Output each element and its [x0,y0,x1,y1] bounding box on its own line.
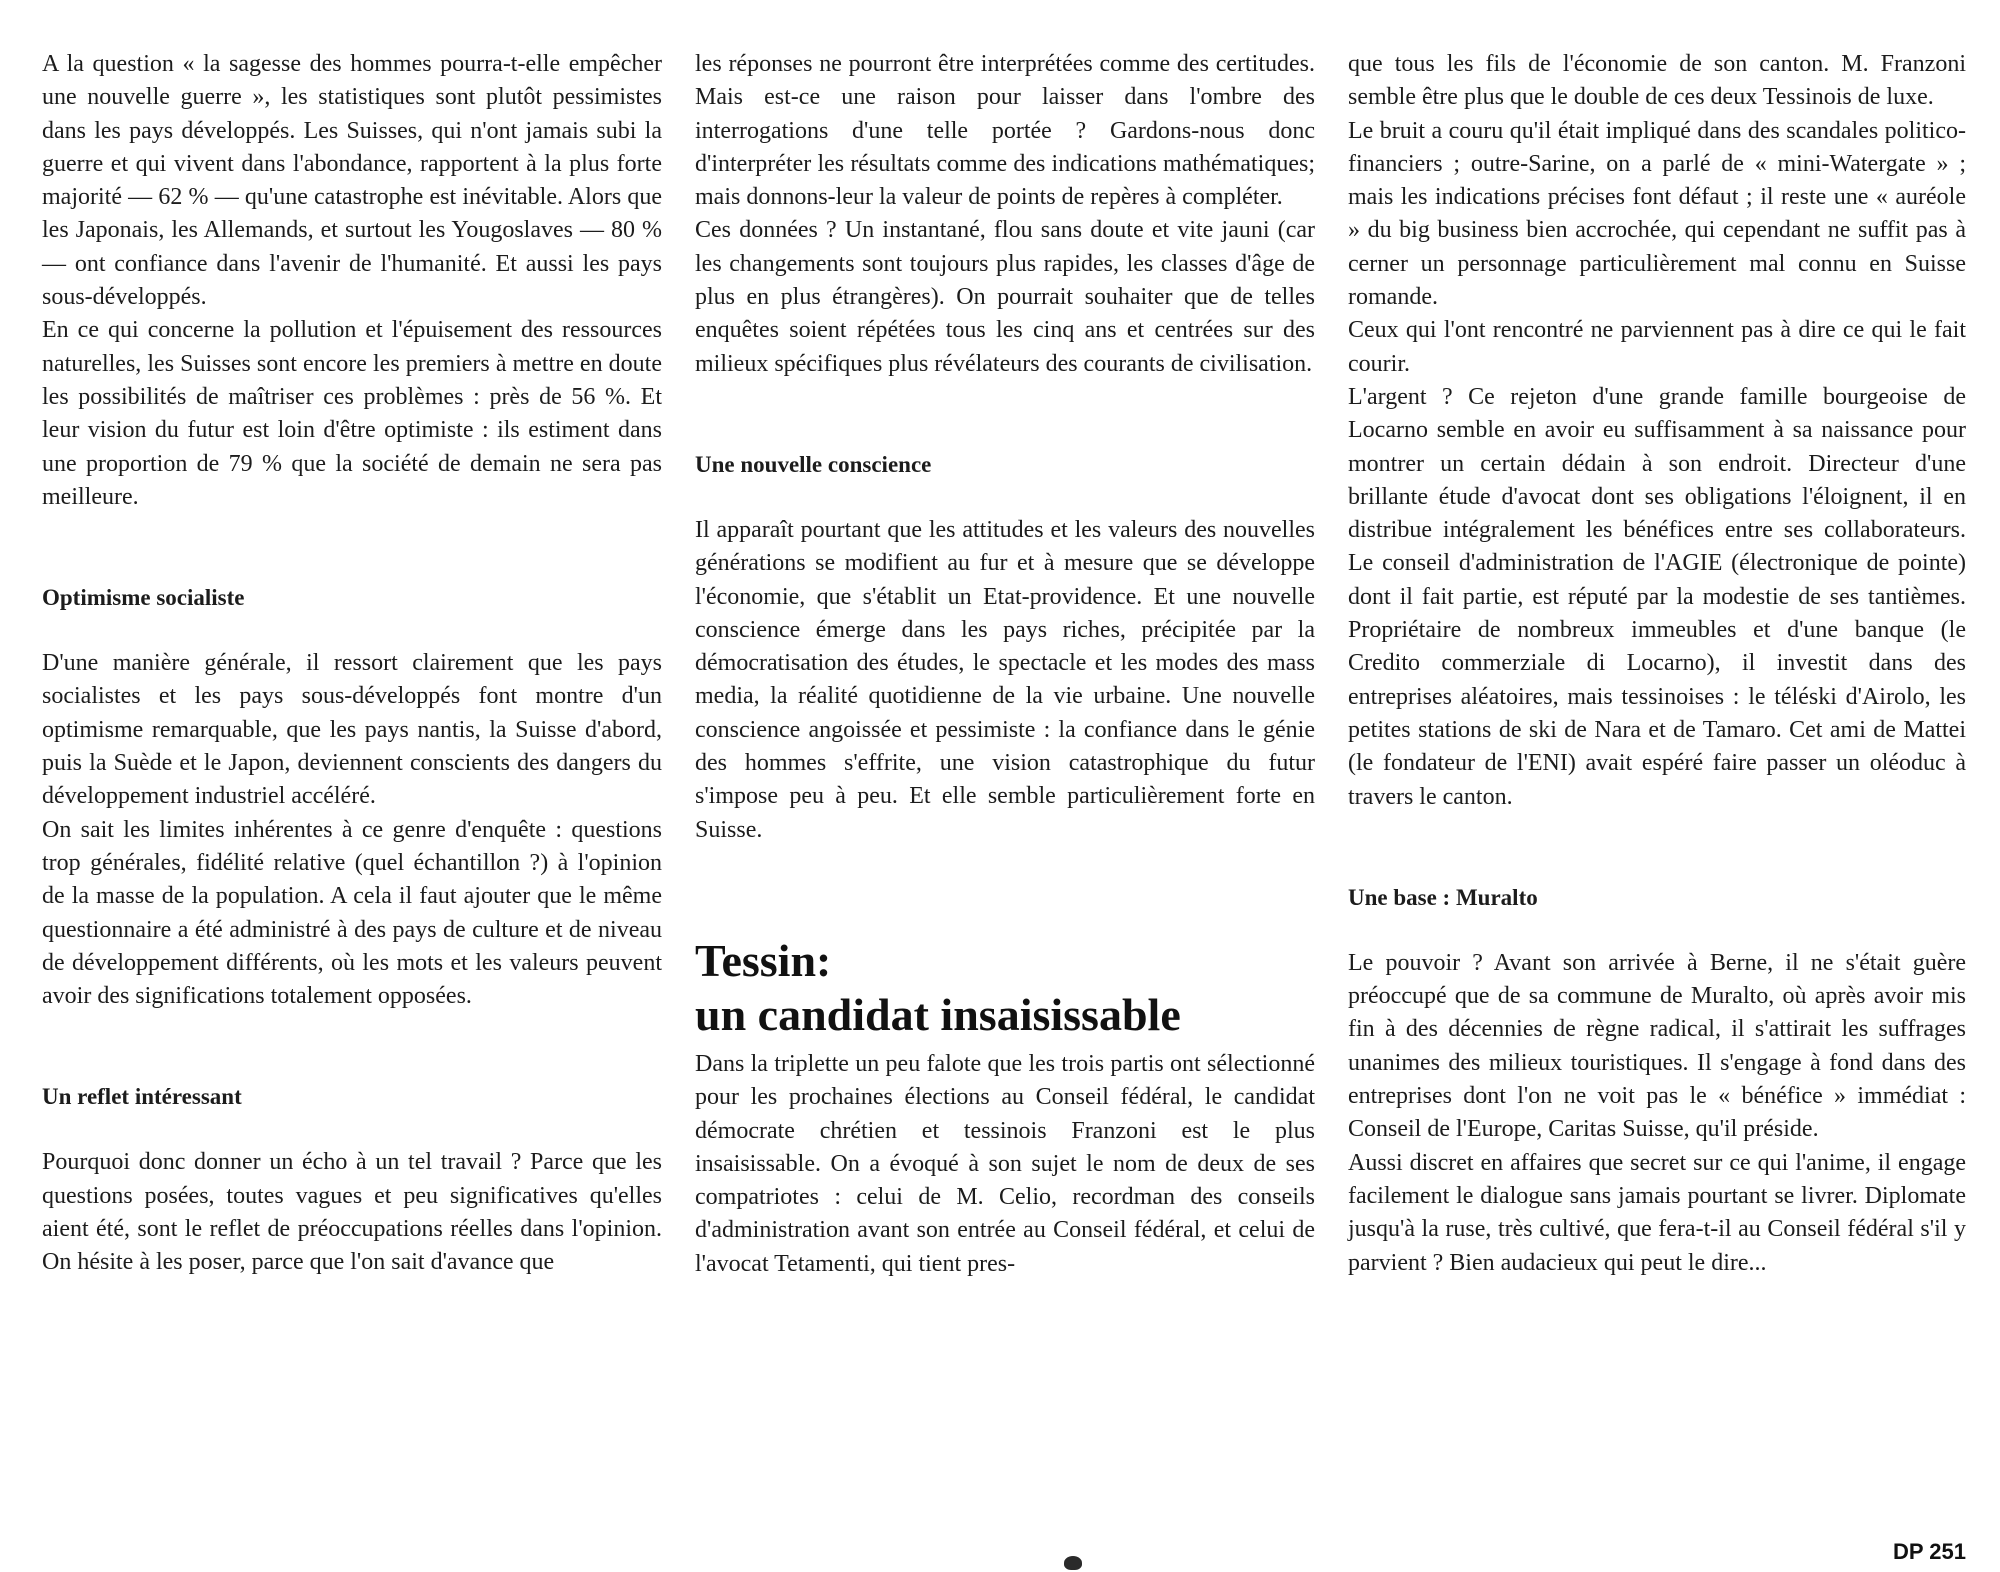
section-heading-un-reflet-interessant: Un reflet intéressant [42,1084,242,1110]
section-heading-optimisme-socialiste: Optimisme socialiste [42,585,245,611]
paragraph: L'argent ? Ce rejeton d'une grande famille bourgeoise de Locarno semble en avoir eu suffisamment à sa naissance pour montrer un certain dédain à son endroit. Directeur d'une brillante étude d'avocat dont ses obligations l'éloignent, il en distribue intégralement les bénéfices entre ses collaborateurs. Le conseil d'administration de l'AGIE (électronique de pointe) dont il fait partie, est réputé par la modestie de ses tantièmes. Propriétaire de nombreux immeubles et d'une banque (le Credito commerziale di Locarno), il investit dans des entreprises aléatoires, mais tessinoises : le téléski d'Airolo, les petites stations de ski de Nara et de Tamaro. Cet ami de Mattei (le fondateur de l'ENI) avait espéré faire passer un oléoduc à travers le canton. [1348,383,1966,810]
paragraph: Aussi discret en affaires que secret sur ce qui l'anime, il engage facilement le dialogue sans jamais pourtant se livrer. Diplomate jusqu'à la ruse, très cultivé, que fera-t-il au Conseil fédéral s'il y parvient ? Bien audacieux qui peut le dire... [1348,1149,1966,1276]
paragraph: On sait les limites inhérentes à ce genre d'enquête : questions trop générales, fidélité relative (quel échantillon ?) à l'opinion de la masse de la population. A cela il faut ajouter que le même questionnaire a été administré à des pays de culture et de niveau de développement différents, où les mots et les valeurs peuvent avoir des significations totalement opposées. [42,816,662,1010]
section-heading-une-nouvelle-conscience: Une nouvelle conscience [695,451,932,477]
article-column-3 [1348,48,1966,1280]
paragraph: A la question « la sagesse des hommes pourra-t-elle empêcher une nouvelle guerre », les statistiques sont plutôt pessimistes dans les pays développés. Les Suisses, qui n'ont jamais subi la guerre et qui vivent dans l'abondance, rapportent à la plus forte majorité — 62 % — qu'une catastrophe est inévitable. Alors que les Japonais, les Allemands, et surtout les Yougoslaves — 80 % — ont confiance dans l'avenir de l'humanité. Et aussi les pays sous-développés. [42,51,662,311]
page-footer-tag: DP 251 [1893,1539,1966,1564]
headline-line-1: Tessin: [695,934,832,986]
article-headline [695,934,1315,1042]
section-heading-une-base-muralto: Une base : Muralto [1348,884,1538,910]
paragraph: Le pouvoir ? Avant son arrivée à Berne, il ne s'était guère préoccupé que de sa commune de Muralto, où après avoir mis fin à des décennies de règne radical, il s'attirait les suffrages unanimes des milieux touristiques. Il s'engage à fond dans des entreprises dont l'on ne voit pas le « bénéfice » immédiat : Conseil de l'Europe, Caritas Suisse, qu'il préside. [1348,949,1966,1143]
paragraph: Ceux qui l'ont rencontré ne parviennent pas à dire ce qui le fait courir. [1348,317,1966,377]
paragraph: D'une manière générale, il ressort clairement que les pays socialistes et les pays sous-développés font montre d'un optimisme remarquable, que les pays nantis, la Suisse d'abord, puis la Suède et le Japon, deviennent conscients des dangers du développement industriel accéléré. [42,650,662,810]
paragraph: Dans la triplette un peu falote que les trois partis ont sélectionné pour les prochaines élections au Conseil fédéral, le candidat démocrate chrétien et tessinois Franzoni est le plus insaisissable. On a évoqué à son sujet le nom de deux de ses compatriotes : celui de M. Celio, recordman des conseils d'administration avant son entrée au Conseil fédéral, et celui de l'avocat Tetamenti, qui tient pres- [695,1050,1315,1277]
paragraph: Pourquoi donc donner un écho à un tel travail ? Parce que les questions posées, toutes vagues et peu significatives qu'elles aient été, sont le reflet de préoccupations réelles dans l'opinion. On hésite à les poser, parce que l'on sait d'avance que [42,1149,662,1276]
paragraph: En ce qui concerne la pollution et l'épuisement des ressources naturelles, les Suisses sont encore les premiers à mettre en doute les possibilités de maîtriser ces problèmes : près de 56 %. Et leur vision du futur est loin d'être optimiste : ils estiment dans une proportion de 79 % que la société de demain ne sera pas meilleure. [42,317,662,510]
article-column-1 [42,48,662,1280]
paragraph: Ces données ? Un instantané, flou sans doute et vite jauni (car les changements sont toujours plus rapides, les classes d'âge de plus en plus étrangères). On pourrait souhaiter que de telles enquêtes soient répétées tous les cinq ans et centrées sur des milieux spécifiques plus révélateurs des courants de civilisation. [695,217,1315,377]
paragraph: Le bruit a couru qu'il était impliqué dans des scandales politico-financiers ; outre-Sarine, on a parlé de « mini-Watergate » ; mais les indications précises font défaut ; il reste une « auréole » du big business bien accrochée, qui cependant ne suffit pas à cerner un personnage particulièrement mal connu en Suisse romande. [1348,117,1966,311]
paragraph: Il apparaît pourtant que les attitudes et les valeurs des nouvelles générations se modifient au fur et à mesure que se développe l'économie, que s'établit un Etat-providence. Et une nouvelle conscience émerge dans les pays riches, précipitée par la démocratisation des études, le spectacle et les modes des mass media, la réalité quotidienne de la vie urbaine. Une nouvelle conscience angoissée et pessimiste : la confiance dans le génie des hommes s'effrite, une vision catastrophique du futur s'impose peu à peu. Et elle semble particulièrement forte en Suisse. [695,516,1315,843]
article-column-2 [695,48,1315,1281]
ink-smudge-mark [1064,1556,1082,1570]
paragraph: les réponses ne pourront être interprétées comme des certitudes. Mais est-ce une raison pour laisser dans l'ombre des interrogations d'une telle portée ? Gardons-nous donc d'interpréter les résultats comme des indications mathématiques; mais donnons-leur la valeur de points de repères à compléter. [695,51,1315,211]
headline-line-2: un candidat insaisissable [695,988,1181,1040]
paragraph: que tous les fils de l'économie de son canton. M. Franzoni semble être plus que le double de ces deux Tessinois de luxe. [1348,51,1966,111]
